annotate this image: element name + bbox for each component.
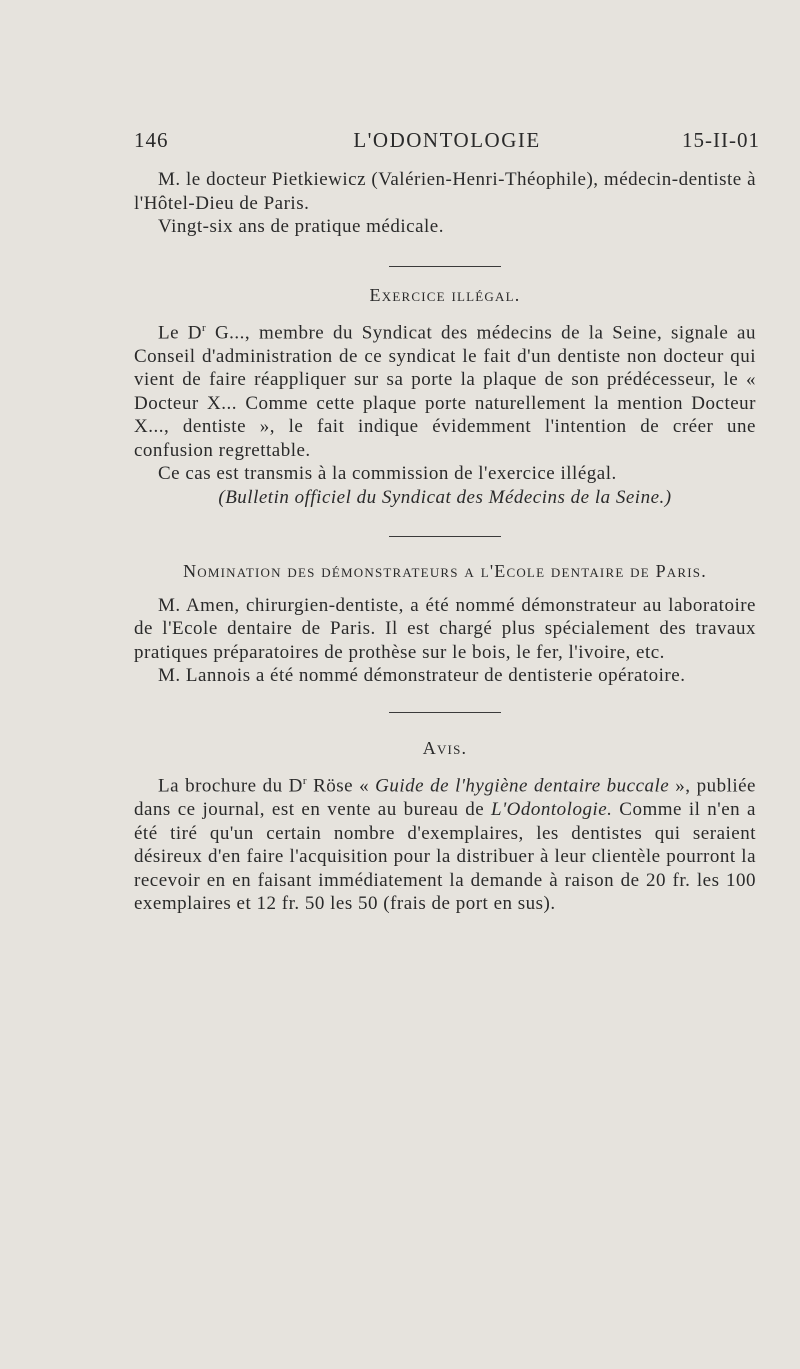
intro-paragraph: M. le docteur Pietkiewicz (Valérien-Henri-Théophile), médecin-dentiste à l'Hôtel-Dieu de Paris.	[134, 169, 756, 214]
nomination-paragraph-2: M. Lannois a été nommé démonstrateur de dentisterie opératoire.	[158, 665, 686, 687]
source-citation: (Bulletin officiel du Syndicat des Médecins de la Seine.)	[218, 486, 672, 508]
section-heading-exercice: Exercice illégal.	[369, 284, 521, 305]
nomination-paragraph: M. Amen, chirurgien-dentiste, a été nommé démonstrateur au laboratoire de l'Ecole dentaire de Paris. Il est chargé plus spécialement des travaux pratiques préparatoires de prothèse sur le bois, le fer, l'ivoire, etc.	[134, 594, 756, 663]
issue-date: 15-II-01	[682, 128, 760, 152]
running-title: L'ODONTOLOGIE	[353, 128, 541, 152]
section-heading-nomination: Nomination des démonstrateurs a l'Ecole dentaire de Paris.	[183, 561, 707, 582]
page-number: 146	[134, 128, 169, 152]
intro-experience: Vingt-six ans de pratique médicale.	[158, 216, 444, 237]
exercice-paragraph: Le $D^r$ G..., membre du Syndicat des médecins de la Seine, signale au Conseil d'administration de ce syndicat le fait d'un dentiste non docteur qui vient de faire réappliquer sur sa porte la plaque de son prédécesseur, le « Docteur X... Comme cette plaque porte naturellement la mention Docteur X..., dentiste », le fait indique évidemment l'intention de créer une confusion regrettable.	[134, 322, 756, 461]
avis-paragraph: La brochure du $D^r$ Röse « Guide de l'hygiène dentaire buccale », publiée dans ce journal, est en vente au bureau de L'Odontologie. Comme il n'en a été tiré qu'un certain nombre d'exemplaires, les dentistes qui seraient désireux d'en faire l'acquisition pour la distribuer à leur clientèle pourront la recevoir en en faisant immédiatement la demande à raison de 20 fr. les 100 exemplaires et 12 fr. 50 les 50 (frais de port en sus).	[134, 775, 756, 915]
exercice-paragraph-2: Ce cas est transmis à la commission de l'exercice illégal.	[158, 463, 617, 485]
article-body	[134, 168, 756, 916]
section-heading-avis: Avis.	[422, 737, 468, 758]
